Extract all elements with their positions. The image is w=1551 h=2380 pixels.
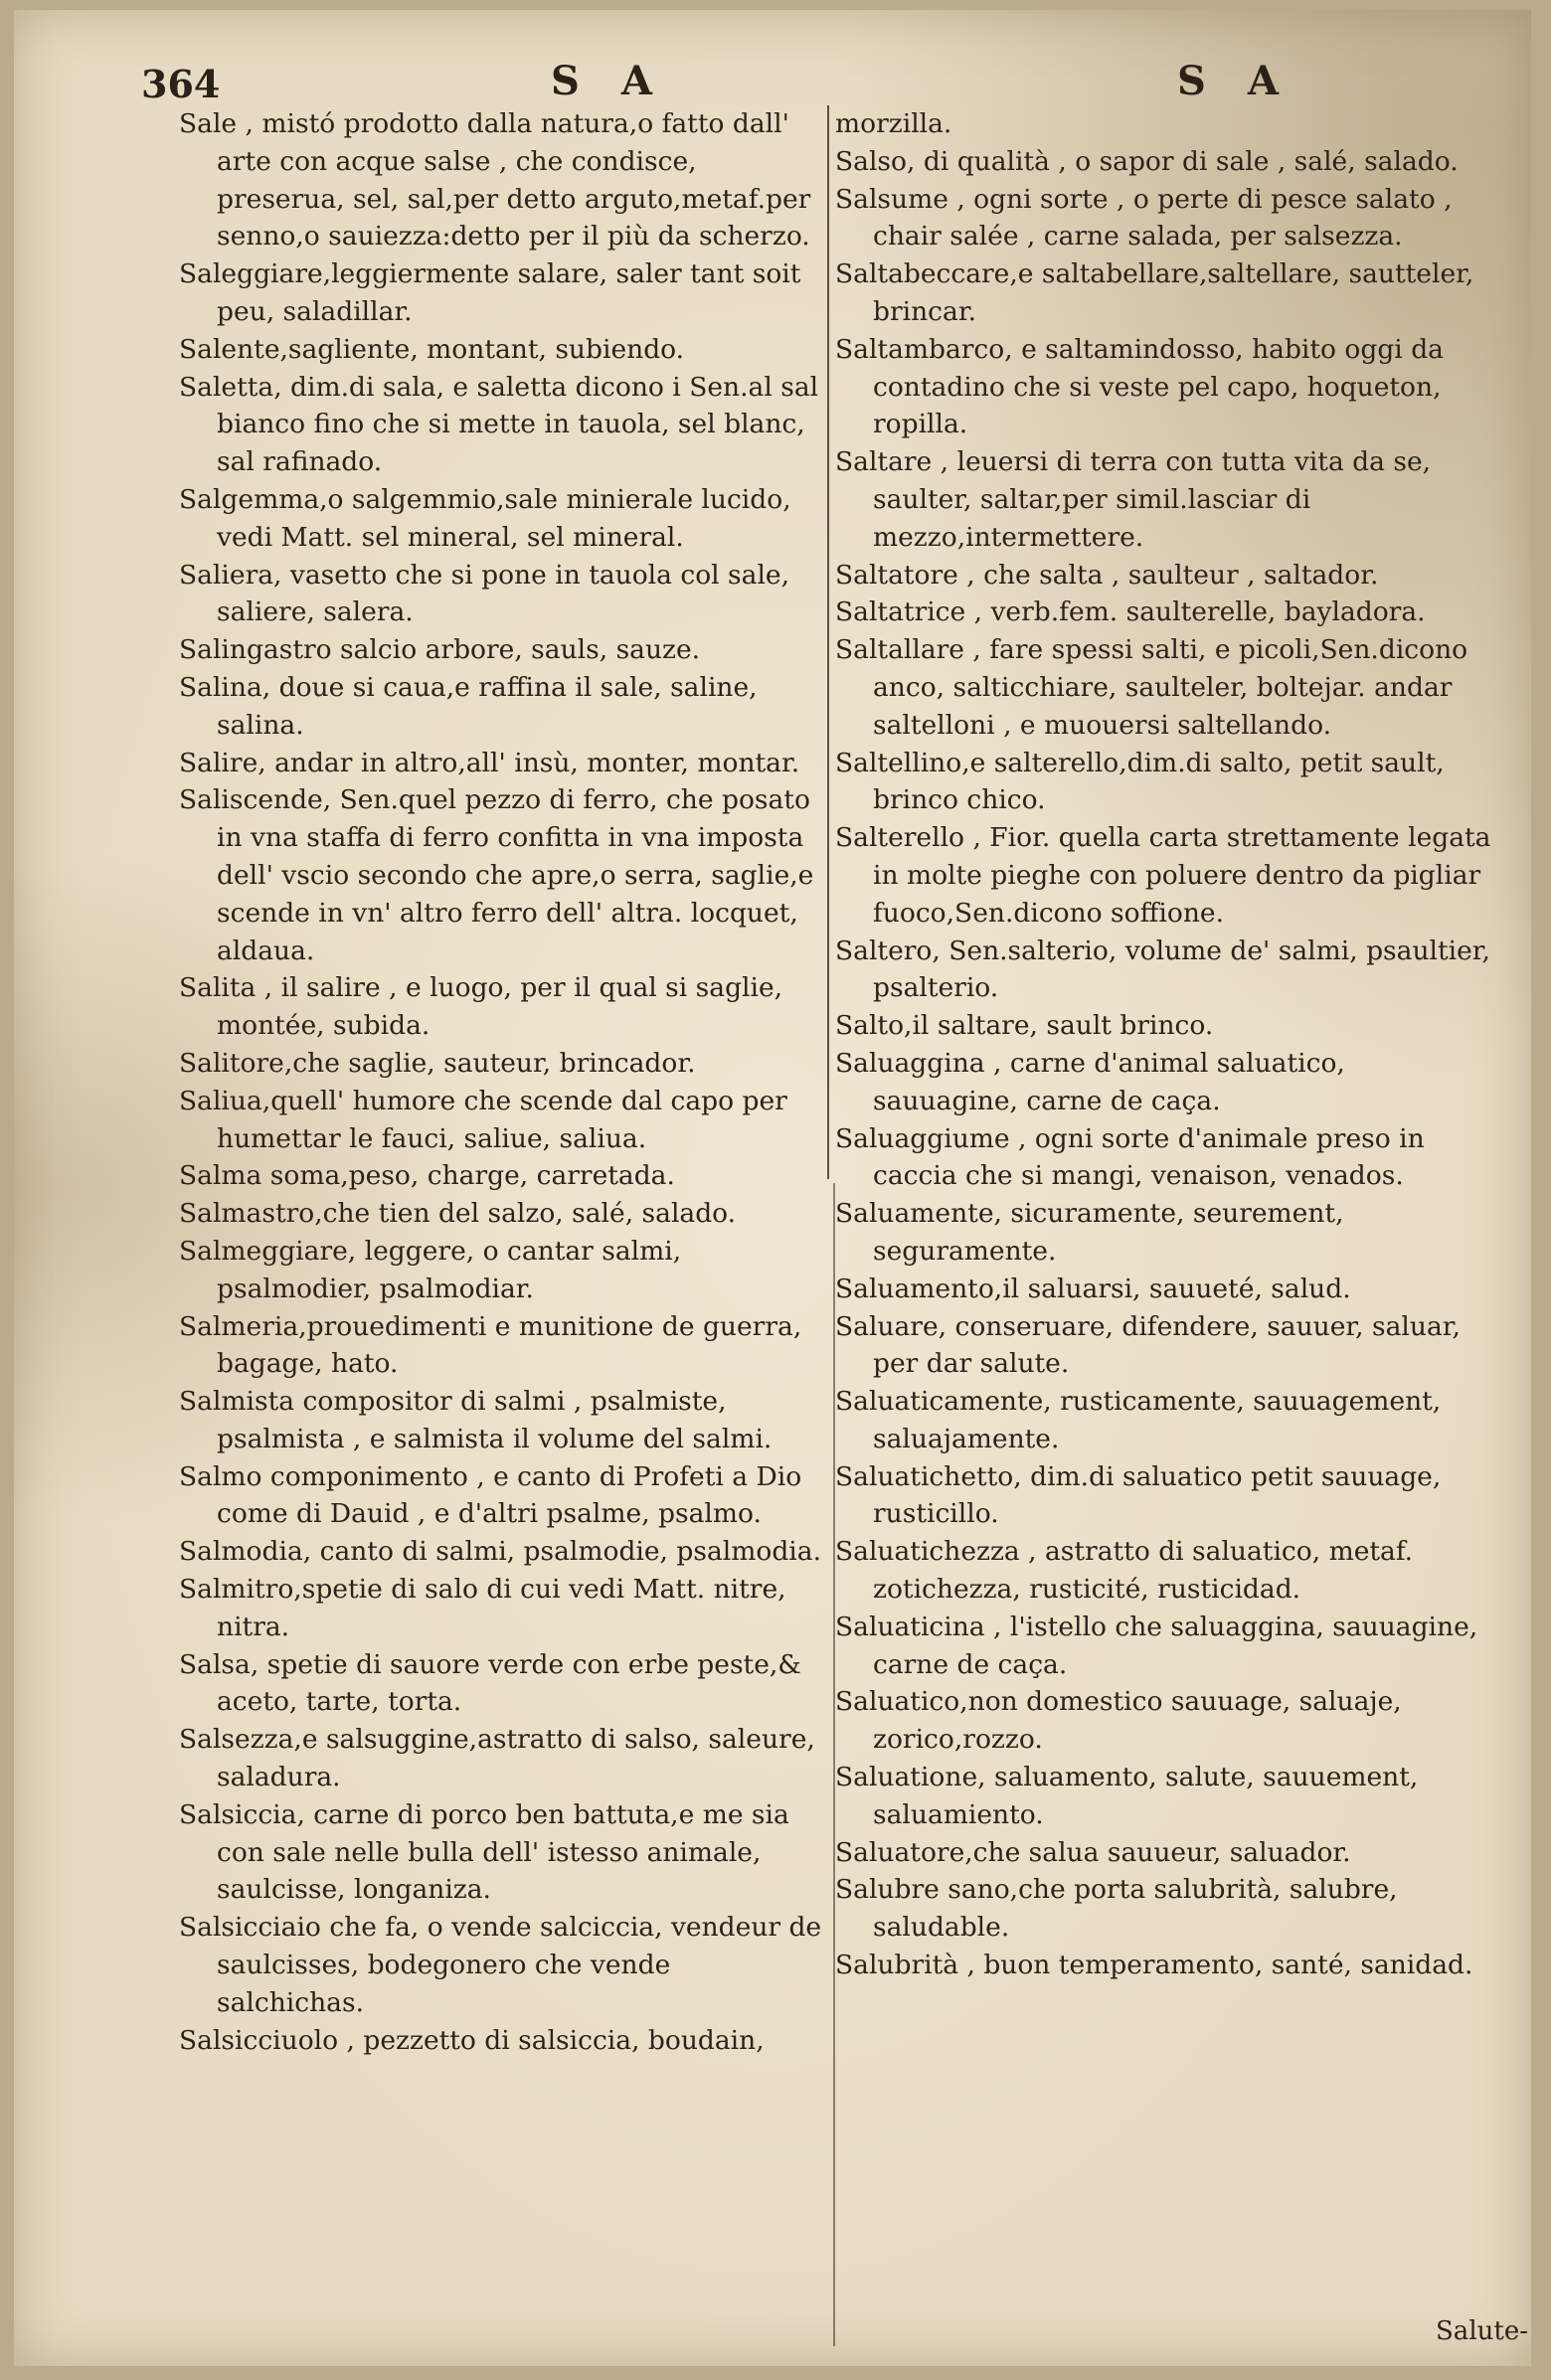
dictionary-entry: Saluatichezza , astratto di saluatico, metaf. zotichezza, rusticité, rusticidad.: [835, 1536, 1414, 1606]
dictionary-entry: Saluatore,che salua sauueur, saluador.: [835, 1836, 1351, 1868]
dictionary-entry: Salmastro,che tien del salzo, salé, salado.: [179, 1198, 737, 1230]
dictionary-entry: Salsa, spetie di sauore verde con erbe peste,& aceto, tarte, torta.: [179, 1648, 801, 1718]
dictionary-entry: Saluare, conseruare, difendere, sauuer, saluar, per dar salute.: [835, 1310, 1461, 1380]
dictionary-entry: Salmeria,prouedimenti e munitione de guerra, bagage, hato.: [179, 1310, 802, 1380]
dictionary-entry: Sale , mistó prodotto dalla natura,o fatto dall' arte con acque salse , che condisce, preserua, sel, sal,per detto arguto,metaf.per senno,o sauiezza:detto per il più da scherzo.: [179, 108, 811, 253]
dictionary-entry: Saluaggiume , ogni sorte d'animale preso in caccia che si mangi, venaison, venados.: [835, 1122, 1425, 1192]
dictionary-entry: Salma soma,peso, charge, carretada.: [179, 1160, 675, 1192]
dictionary-entry: Salita , il salire , e luogo, per il qual si saglie, montée, subida.: [179, 972, 783, 1042]
dictionary-entry: Salgemma,o salgemmio,sale minierale lucido, vedi Matt. sel mineral, sel mineral.: [179, 483, 791, 553]
dictionary-entry: Saluamente, sicuramente, seurement, seguramente.: [835, 1198, 1344, 1267]
dictionary-entry: Saltambarco, e saltamindosso, habito oggi da contadino che si veste pel capo, hoqueton, ropilla.: [835, 333, 1444, 440]
dictionary-entry: Saltallare , fare spessi salti, e picoli,Sen.dicono anco, salticchiare, saulteler, boltejar. andar saltelloni , e muouersi saltellando.: [835, 634, 1468, 741]
dictionary-entry: Saltatore , che salta , saulteur , saltador.: [835, 559, 1379, 591]
dictionary-entry: Saltellino,e salterello,dim.di salto, petit sault, brinco chico.: [835, 747, 1445, 816]
dictionary-entry: Salso, di qualità , o sapor di sale , salé, salado.: [835, 145, 1459, 177]
page-number: 364: [141, 62, 221, 106]
column-divider: [827, 105, 829, 1179]
dictionary-entry: Salina, doue si caua,e raffina il sale, saline, salina.: [179, 671, 758, 741]
dictionary-entry: Saltatrice , verb.fem. saulterelle, bayladora.: [835, 596, 1426, 628]
dictionary-entry: Saletta, dim.di sala, e saletta dicono i Sen.al sal bianco fino che si mette in tauola, sel blanc, sal rafinado.: [179, 371, 819, 478]
dictionary-entry: Saltero, Sen.salterio, volume de' salmi, psaultier, psalterio.: [835, 935, 1490, 1004]
dictionary-entry: Salsume , ogni sorte , o perte di pesce salato , chair salée , carne salada, per salsezza.: [835, 183, 1453, 253]
dictionary-entry: Saliua,quell' humore che scende dal capo per humettar le fauci, saliue, saliua.: [179, 1085, 787, 1154]
dictionary-entry: Salmeggiare, leggere, o cantar salmi, psalmodier, psalmodiar.: [179, 1235, 682, 1304]
dictionary-entry: morzilla.: [835, 108, 952, 139]
dictionary-entry: Salsezza,e salsuggine,astratto di salso, saleure, saladura.: [179, 1724, 815, 1793]
dictionary-entry: Saliscende, Sen.quel pezzo di ferro, che posato in vna staffa di ferro confitta in vna imposta dell' vscio secondo che apre,o serra, saglie,e scende in vn' altro ferro dell' altra. locquet, aldaua.: [179, 784, 814, 966]
right-column: [835, 105, 1491, 1984]
dictionary-entry: Salubrità , buon temperamento, santé, sanidad.: [835, 1950, 1473, 1981]
left-column: [179, 105, 825, 2059]
dictionary-entry: Salmitro,spetie di salo di cui vedi Matt. nitre, nitra.: [179, 1574, 786, 1642]
dictionary-entry: Salmo componimento , e canto di Profeti a Dio come di Dauid , e d'altri psalme, psalmo.: [179, 1460, 802, 1530]
dictionary-entry: Salto,il saltare, sault brinco.: [835, 1010, 1214, 1042]
dictionary-entry: Salterello , Fior. quella carta strettamente legata in molte pieghe con poluere dentro da pigliar fuoco,Sen.dicono soffione.: [835, 822, 1491, 929]
dictionary-entry: Saluaggina , carne d'animal saluatico, sauuagine, carne de caça.: [835, 1047, 1345, 1116]
book-page: [14, 10, 1531, 2366]
dictionary-entry: Saltabeccare,e saltabellare,saltellare, sautteler, brincar.: [835, 258, 1474, 327]
dictionary-entry: Saliera, vasetto che si pone in tauola col sale, saliere, salera.: [179, 559, 790, 628]
dictionary-entry: Saleggiare,leggiermente salare, saler tant soit peu, saladillar.: [179, 258, 801, 327]
dictionary-entry: Salitore,che saglie, sauteur, brincador.: [179, 1047, 696, 1079]
dictionary-entry: Saluatico,non domestico sauuage, saluaje, zorico,rozzo.: [835, 1686, 1402, 1756]
dictionary-entry: Salire, andar in altro,all' insù, monter, montar.: [179, 747, 800, 778]
dictionary-entry: Salingastro salcio arbore, sauls, sauze.: [179, 634, 701, 666]
dictionary-entry: Salente,sagliente, montant, subiendo.: [179, 333, 685, 365]
dictionary-entry: Salsiccia, carne di porco ben battuta,e me sia con sale nelle bulla dell' istesso animale, saulcisse, longaniza.: [179, 1798, 789, 1906]
dictionary-entry: Saltare , leuersi di terra con tutta vita da se, saulter, saltar,per simil.lasciar di mezzo,intermettere.: [835, 446, 1432, 553]
dictionary-entry: Saluaticina , l'istello che saluaggina, sauuagine, carne de caça.: [835, 1611, 1478, 1680]
dictionary-entry: Salsicciuolo , pezzetto di salsiccia, boudain,: [179, 2024, 765, 2056]
dictionary-entry: Salmista compositor di salmi , psalmiste, psalmista , e salmista il volume del salmi.: [179, 1386, 773, 1454]
dictionary-entry: Saluaticamente, rusticamente, sauuagement, saluajamente.: [835, 1386, 1442, 1454]
dictionary-entry: Salmodia, canto di salmi, psalmodie, psalmodia.: [179, 1536, 821, 1568]
dictionary-entry: Saluatione, saluamento, salute, sauuement, saluamiento.: [835, 1762, 1419, 1830]
running-head-left: S A: [551, 58, 666, 104]
dictionary-entry: Salsicciaio che fa, o vende salciccia, vendeur de saulcisses, bodegonero che vende salchichas.: [179, 1912, 822, 2018]
dictionary-entry: Saluatichetto, dim.di saluatico petit sauuage, rusticillo.: [835, 1460, 1442, 1530]
dictionary-entry: Saluamento,il saluarsi, sauueté, salud.: [835, 1273, 1351, 1304]
catchword: Salute-: [1436, 2316, 1528, 2346]
running-head-right: S A: [1177, 58, 1292, 104]
dictionary-entry: Salubre sano,che porta salubrità, salubre, saludable.: [835, 1874, 1398, 1944]
